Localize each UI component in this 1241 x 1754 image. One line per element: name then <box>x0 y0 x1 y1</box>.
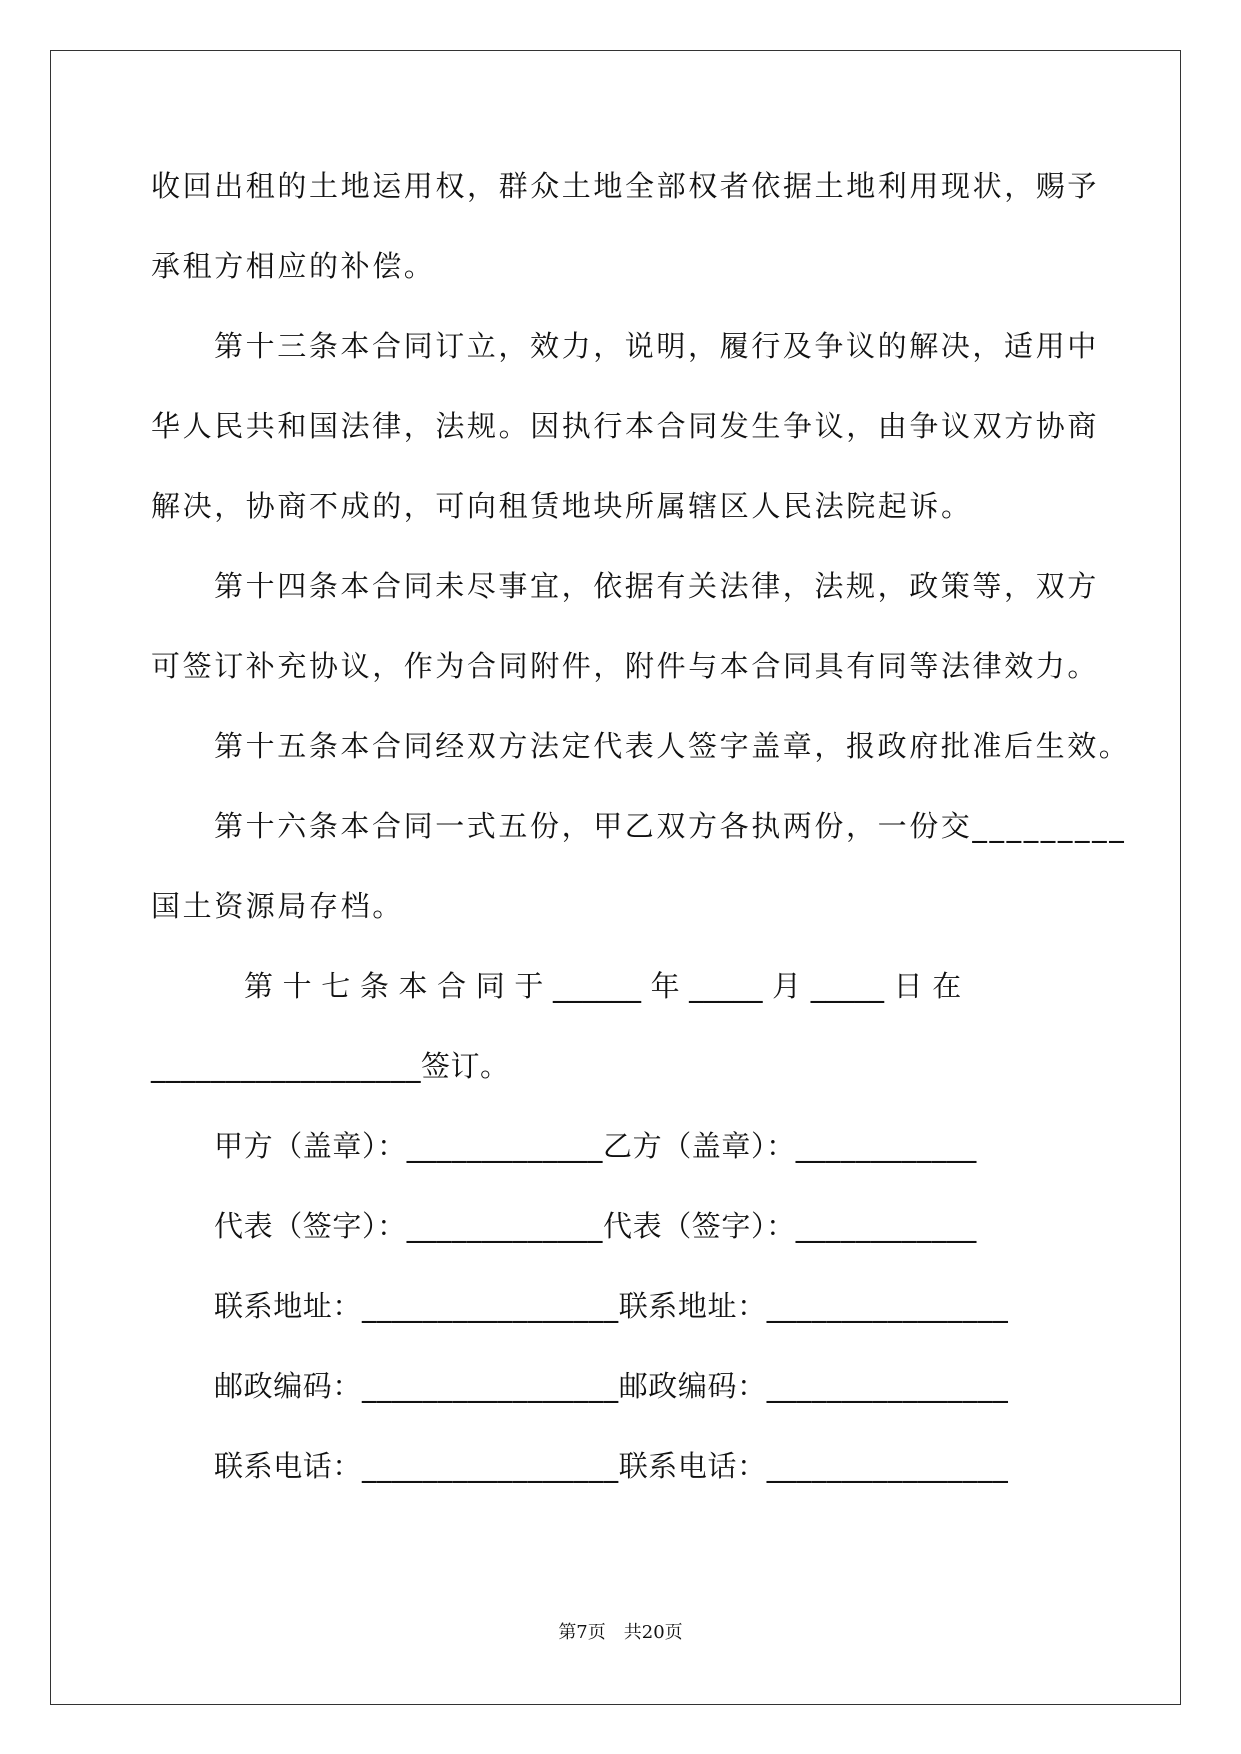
text-line-6: 第十四条本合同未尽事宜，依据有关法律，法规，政策等，双方 <box>214 569 1099 603</box>
text-line-1: 收回出租的土地运用权，群众土地全部权者依据土地利用现状，赐予 <box>151 169 1100 203</box>
signature-party-line: 甲方（盖章）：_____________乙方（盖章）：____________ <box>214 1129 977 1163</box>
contact-phone-line: 联系电话：_________________联系电话：________________ <box>214 1449 1009 1483</box>
text-line-12: __________________签订。 <box>151 1049 510 1083</box>
text-line-5: 解决，协商不成的，可向租赁地块所属辖区人民法院起诉。 <box>151 489 973 523</box>
text-line-7: 可签订补充协议，作为合同附件，附件与本合同具有同等法律效力。 <box>151 649 1100 683</box>
contact-address-line: 联系地址：_________________联系地址：________________ <box>214 1289 1009 1323</box>
text-line-4: 华人民共和国法律，法规。因执行本合同发生争议，由争议双方协商 <box>151 409 1100 443</box>
postal-code-line: 邮政编码：_________________邮政编码：________________ <box>214 1369 1009 1403</box>
signature-rep-line: 代表（签字）：_____________代表（签字）：____________ <box>214 1209 977 1243</box>
text-line-10: 国土资源局存档。 <box>151 889 404 923</box>
text-line-9: 第十六条本合同一式五份，甲乙双方各执两份，一份交_________ <box>214 809 1127 843</box>
text-line-8: 第十五条本合同经双方法定代表人签字盖章，报政府批准后生效。 <box>214 729 1131 763</box>
text-line-11: 第 十 七 条 本 合 同 于 ______ 年 _____ 月 _____ 日 在 <box>244 969 962 1003</box>
text-line-2: 承租方相应的补偿。 <box>151 249 436 283</box>
text-line-3: 第十三条本合同订立，效力，说明，履行及争议的解决，适用中 <box>214 329 1099 363</box>
page-number-footer <box>0 1618 1241 1644</box>
page-number-label: 第7页 共20页 <box>558 1622 683 1643</box>
